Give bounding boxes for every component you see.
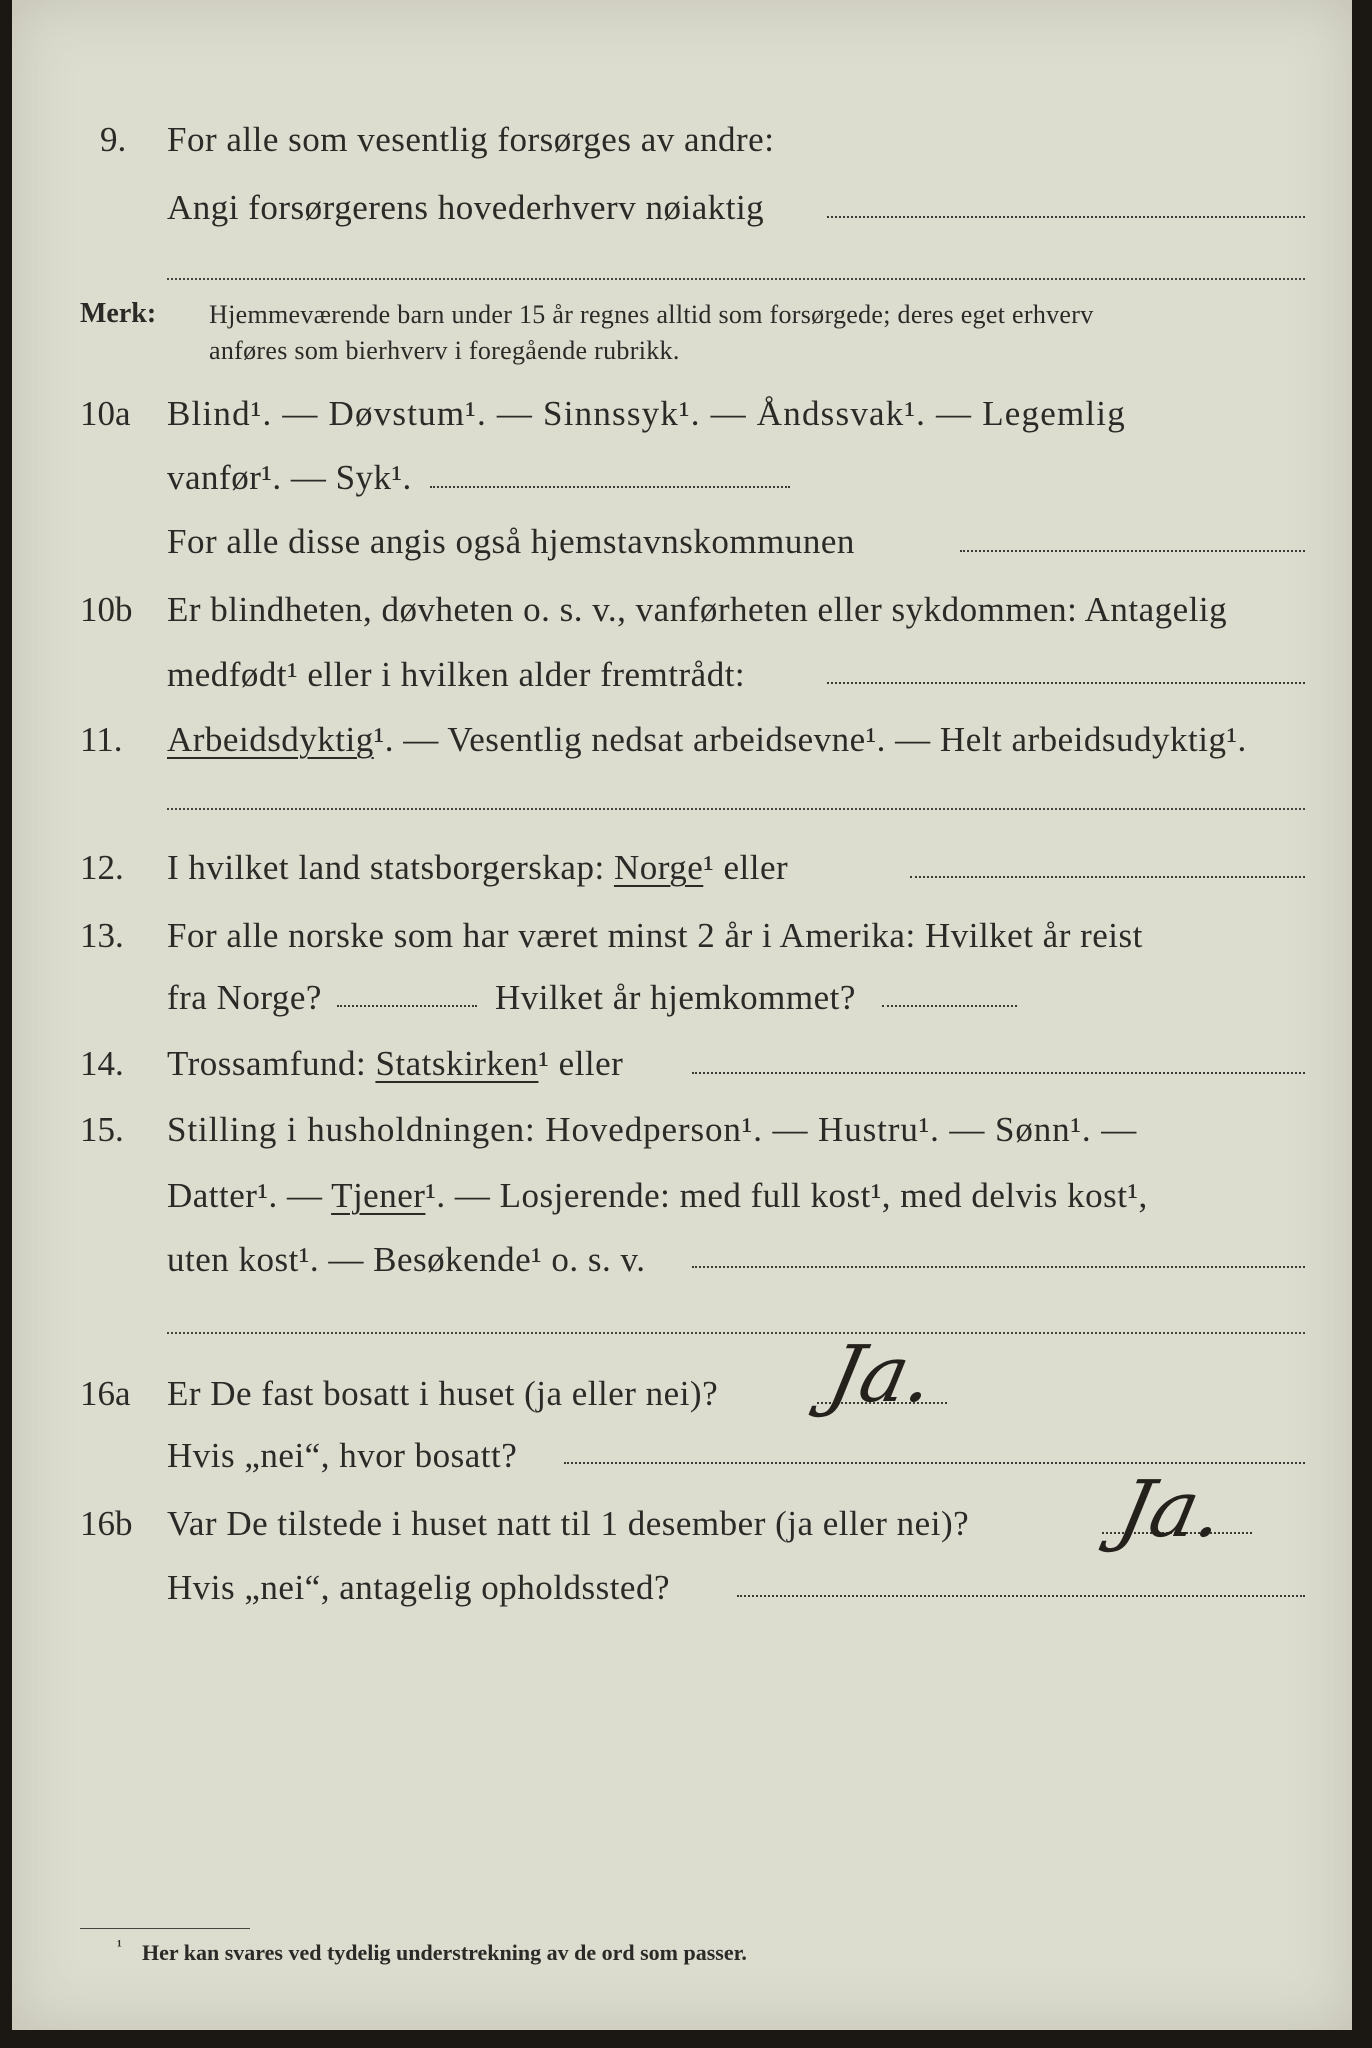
q16b-number: 16b	[80, 1504, 133, 1543]
q14-answer-line[interactable]	[692, 1072, 1305, 1074]
q9-answer-line[interactable]	[827, 216, 1305, 218]
q10b-line2: medfødt¹ eller i hvilken alder fremtrådt:	[167, 655, 746, 694]
footnote-mark: ¹	[117, 1938, 122, 1955]
q16a-line1: Er De fast bosatt i huset (ja eller nei)?	[167, 1374, 719, 1413]
q11-rest: ¹. — Vesentlig nedsat arbeidsevne¹. — Helt arbeidsudyktig¹.	[373, 720, 1247, 759]
q11-line	[167, 720, 1247, 760]
q15-line1: Stilling i husholdningen: Hovedperson¹. — Hustru¹. — Sønn¹. —	[167, 1110, 1138, 1149]
q15-option-tjener[interactable]: Tjener	[331, 1176, 426, 1215]
q10a-number: 10a	[80, 394, 131, 433]
q16a-line2: Hvis „nei“, hvor bosatt?	[167, 1436, 518, 1475]
q10b-number: 10b	[80, 590, 133, 629]
q11-number: 11.	[80, 720, 123, 759]
footnote-divider	[80, 1928, 250, 1929]
q16a-handwritten-answer: Ja.	[820, 1330, 943, 1420]
q11-answer-line[interactable]	[167, 808, 1305, 810]
q9-answer-line-2[interactable]	[167, 278, 1305, 280]
q16b-line2: Hvis „nei“, antagelig opholdssted?	[167, 1568, 670, 1607]
q12-line	[167, 848, 788, 888]
q16b-whereabouts-line[interactable]	[737, 1595, 1305, 1597]
q16a-residence-line[interactable]	[564, 1462, 1305, 1464]
q15-line3: uten kost¹. — Besøkende¹ o. s. v.	[167, 1240, 646, 1279]
q15-line2	[167, 1176, 1148, 1216]
q10a-home-municipality-line[interactable]	[960, 550, 1305, 552]
q9-line1: For alle som vesentlig forsørges av andre:	[167, 120, 775, 159]
q13-year-returned-line[interactable]	[882, 1005, 1017, 1007]
q13-line1: For alle norske som har været minst 2 år i Amerika: Hvilket år reist	[167, 916, 1143, 955]
q10a-line2: vanfør¹. — Syk¹.	[167, 458, 412, 497]
q13-line2a: fra Norge?	[167, 978, 322, 1017]
q10a-answer-line[interactable]	[430, 486, 790, 488]
merk-line2: anføres som bierhverv i foregående rubrikk.	[209, 336, 680, 365]
footnote-text: Her kan svares ved tydelig understrekning av de ord som passer.	[142, 1940, 747, 1965]
q14-post: ¹ eller	[538, 1044, 624, 1083]
q9-number: 9.	[100, 120, 127, 159]
q15-line2b: ¹. — Losjerende: med full kost¹, med delvis kost¹,	[425, 1176, 1148, 1215]
q12-option-norge[interactable]: Norge	[613, 848, 704, 887]
q13-year-left-line[interactable]	[337, 1005, 477, 1007]
q12-post: ¹ eller	[703, 848, 789, 887]
q12-pre: I hvilket land statsborgerskap:	[167, 848, 605, 887]
q10a-line3: For alle disse angis også hjemstavnskommunen	[167, 522, 855, 561]
q16a-number: 16a	[80, 1374, 131, 1413]
q10b-line1: Er blindheten, døvheten o. s. v., vanførheten eller sykdommen: Antagelig	[167, 590, 1228, 629]
q16b-line1: Var De tilstede i huset natt til 1 desember (ja eller nei)?	[167, 1504, 970, 1543]
merk-line1: Hjemmeværende barn under 15 år regnes alltid som forsørgede; deres eget erhverv	[209, 300, 1094, 329]
q12-number: 12.	[80, 848, 124, 887]
q13-line2b: Hvilket år hjemkommet?	[495, 978, 856, 1017]
q16b-handwritten-answer: Ja.	[1110, 1465, 1233, 1555]
q11-option-arbeidsdyktig[interactable]: Arbeidsdyktig	[167, 720, 374, 759]
q15-answer-line[interactable]	[692, 1266, 1305, 1268]
q12-answer-line[interactable]	[910, 876, 1305, 878]
q15-line2a: Datter¹. —	[167, 1176, 323, 1215]
q14-line	[167, 1044, 623, 1084]
merk-label: Merk:	[80, 298, 157, 329]
q9-line2: Angi forsørgerens hovederhverv nøiaktig	[167, 188, 765, 227]
q10b-answer-line[interactable]	[827, 682, 1305, 684]
q14-option-statskirken[interactable]: Statskirken	[375, 1044, 539, 1083]
census-form-page	[12, 0, 1352, 2030]
q10a-line1: Blind¹. — Døvstum¹. — Sinnssyk¹. — Åndssvak¹. — Legemlig	[167, 394, 1126, 433]
q15-answer-line-2[interactable]	[167, 1332, 1305, 1334]
q15-number: 15.	[80, 1110, 124, 1149]
q13-number: 13.	[80, 916, 124, 955]
q14-number: 14.	[80, 1044, 124, 1083]
q14-pre: Trossamfund:	[167, 1044, 367, 1083]
